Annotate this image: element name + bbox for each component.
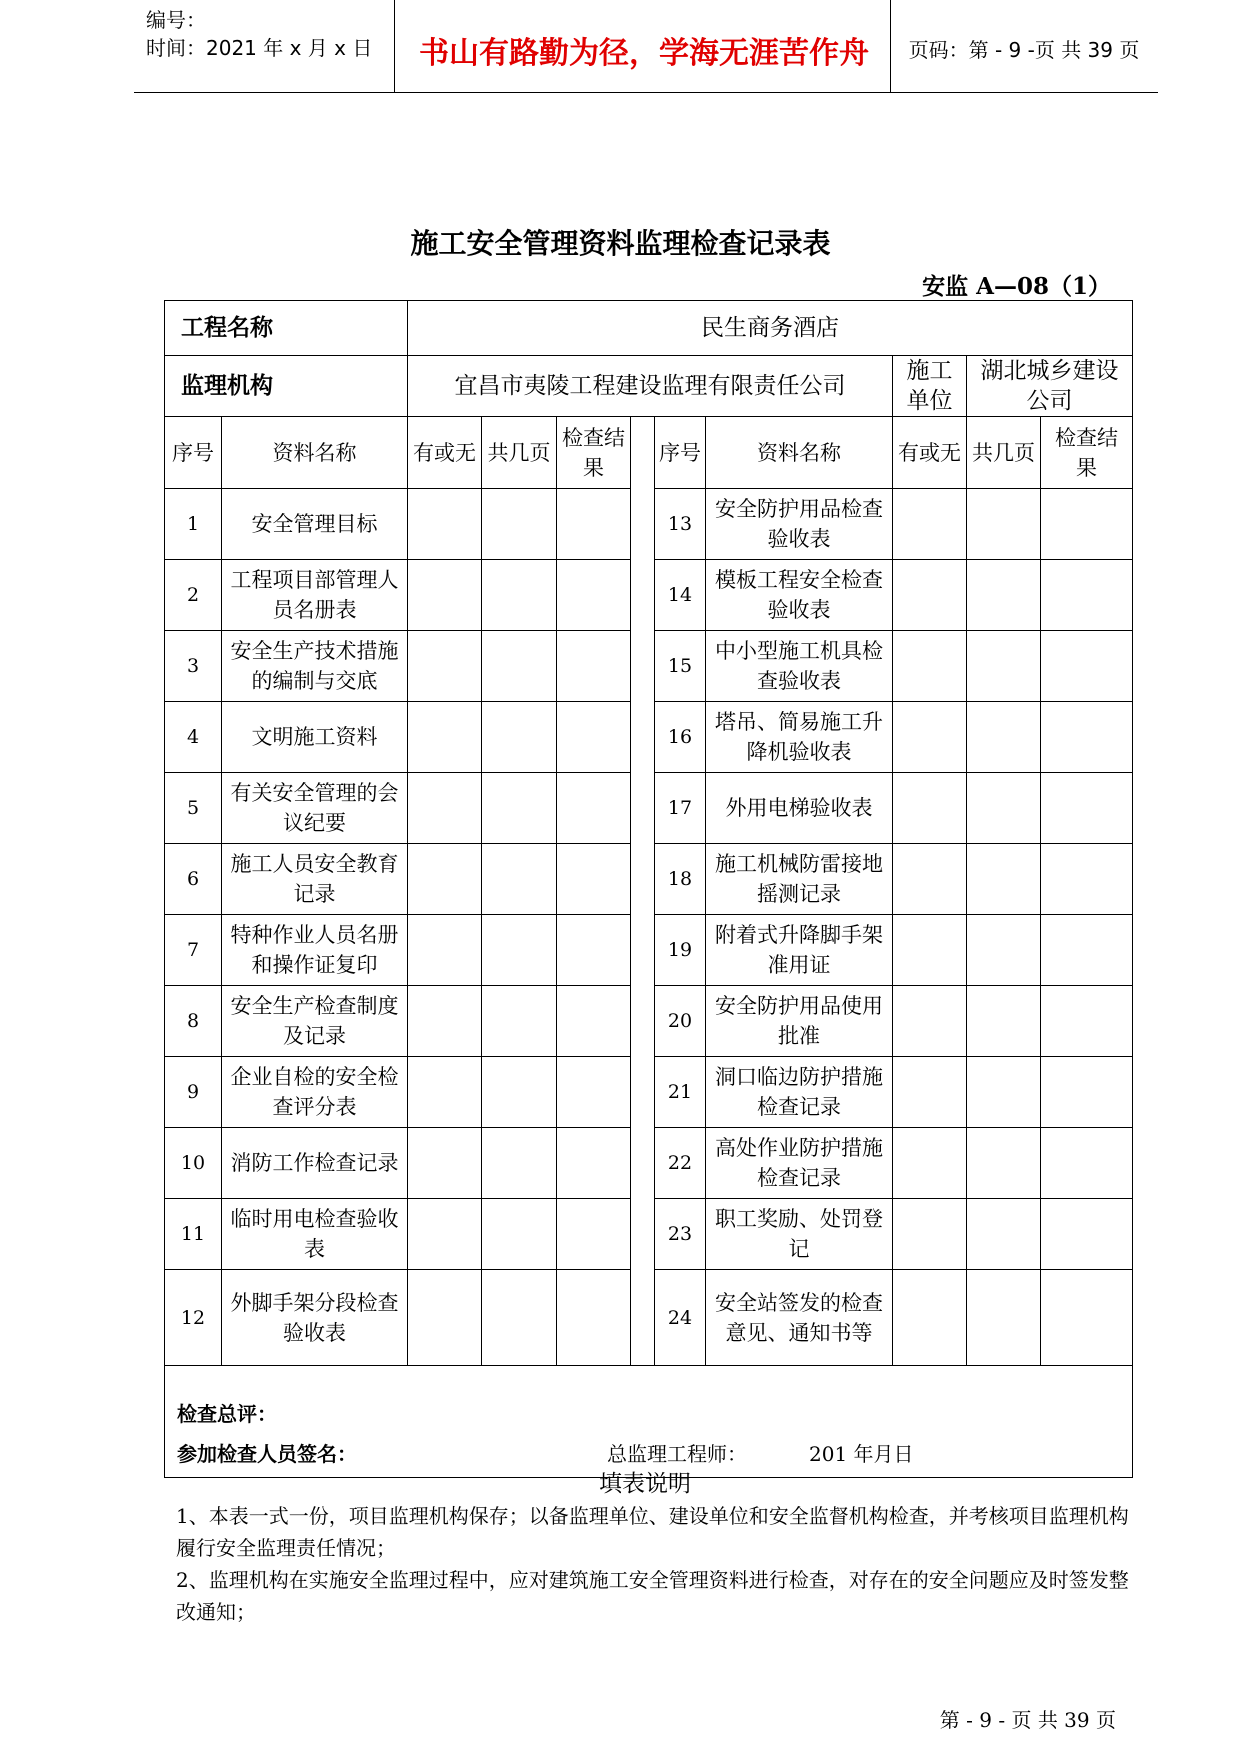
pages-cell-right[interactable] bbox=[967, 560, 1041, 631]
result-cell[interactable] bbox=[557, 773, 631, 844]
col-pages: 共几页 bbox=[482, 417, 557, 489]
result-cell[interactable] bbox=[557, 631, 631, 702]
has-cell[interactable] bbox=[408, 1057, 482, 1128]
has-cell-right[interactable] bbox=[893, 702, 967, 773]
project-row bbox=[165, 301, 1133, 356]
has-cell-right[interactable] bbox=[893, 560, 967, 631]
has-cell-right[interactable] bbox=[893, 1057, 967, 1128]
pages-cell-right[interactable] bbox=[967, 1199, 1041, 1270]
summary-row bbox=[165, 1366, 1133, 1478]
col-name: 资料名称 bbox=[222, 417, 408, 489]
row-seq: 3 bbox=[165, 631, 222, 702]
has-cell[interactable] bbox=[408, 631, 482, 702]
row-seq-right: 22 bbox=[655, 1128, 706, 1199]
row-item-name: 外脚手架分段检查验收表 bbox=[222, 1270, 408, 1366]
result-cell-right[interactable] bbox=[1041, 1128, 1133, 1199]
row-seq: 2 bbox=[165, 560, 222, 631]
has-cell[interactable] bbox=[408, 489, 482, 560]
row-item-name-right: 安全防护用品检查验收表 bbox=[706, 489, 893, 560]
org-row bbox=[165, 356, 1133, 417]
project-label: 工程名称 bbox=[165, 301, 408, 356]
pages-cell[interactable] bbox=[482, 1128, 557, 1199]
has-cell-right[interactable] bbox=[893, 844, 967, 915]
col-has: 有或无 bbox=[408, 417, 482, 489]
pages-cell-right[interactable] bbox=[967, 702, 1041, 773]
pages-cell-right[interactable] bbox=[967, 1270, 1041, 1366]
pages-cell[interactable] bbox=[482, 915, 557, 986]
row-seq-right: 18 bbox=[655, 844, 706, 915]
row-item-name-right: 高处作业防护措施检查记录 bbox=[706, 1128, 893, 1199]
row-seq-right: 15 bbox=[655, 631, 706, 702]
row-item-name-right: 中小型施工机具检查验收表 bbox=[706, 631, 893, 702]
row-item-name-right: 附着式升降脚手架准用证 bbox=[706, 915, 893, 986]
has-cell[interactable] bbox=[408, 915, 482, 986]
has-cell[interactable] bbox=[408, 773, 482, 844]
row-item-name: 工程项目部管理人员名册表 bbox=[222, 560, 408, 631]
result-cell[interactable] bbox=[557, 844, 631, 915]
pages-cell[interactable] bbox=[482, 1057, 557, 1128]
row-seq-right: 21 bbox=[655, 1057, 706, 1128]
has-cell[interactable] bbox=[408, 1128, 482, 1199]
col-seq: 序号 bbox=[165, 417, 222, 489]
note-item-2: 2、监理机构在实施安全监理过程中，应对建筑施工安全管理资料进行检查，对存在的安全问题应及时签发整改通知； bbox=[176, 1568, 1129, 1624]
result-cell-right[interactable] bbox=[1041, 1057, 1133, 1128]
row-item-name: 施工人员安全教育记录 bbox=[222, 844, 408, 915]
header-motto: 书山有路勤为径，学海无涯苦作舟 bbox=[419, 36, 869, 71]
participants-label: 参加检查人员签名： bbox=[177, 1442, 357, 1466]
pages-cell-right[interactable] bbox=[967, 631, 1041, 702]
row-item-name-right: 洞口临边防护措施检查记录 bbox=[706, 1057, 893, 1128]
result-cell-right[interactable] bbox=[1041, 560, 1133, 631]
row-item-name: 特种作业人员名册和操作证复印 bbox=[222, 915, 408, 986]
row-seq-right: 14 bbox=[655, 560, 706, 631]
result-cell-right[interactable] bbox=[1041, 631, 1133, 702]
row-item-name-right: 塔吊、简易施工升降机验收表 bbox=[706, 702, 893, 773]
row-seq-right: 20 bbox=[655, 986, 706, 1057]
summary-cell bbox=[165, 1366, 1133, 1478]
pages-cell[interactable] bbox=[482, 560, 557, 631]
pages-cell-right[interactable] bbox=[967, 986, 1041, 1057]
header-meta bbox=[146, 6, 372, 62]
page-footer: 第 - 9 - 页 共 39 页 bbox=[939, 1708, 1116, 1732]
project-value: 民生商务酒店 bbox=[408, 301, 1133, 356]
pages-cell-right[interactable] bbox=[967, 773, 1041, 844]
contractor-label: 施工单位 bbox=[893, 356, 967, 417]
pages-cell[interactable] bbox=[482, 1199, 557, 1270]
supervisor-label: 监理机构 bbox=[165, 356, 408, 417]
result-cell[interactable] bbox=[557, 1270, 631, 1366]
date-label: 201 年月日 bbox=[809, 1442, 914, 1466]
pages-cell[interactable] bbox=[482, 986, 557, 1057]
has-cell[interactable] bbox=[408, 1199, 482, 1270]
row-item-name-right: 模板工程安全检查验收表 bbox=[706, 560, 893, 631]
has-cell-right[interactable] bbox=[893, 489, 967, 560]
col-has-right: 有或无 bbox=[893, 417, 967, 489]
row-seq-right: 13 bbox=[655, 489, 706, 560]
has-cell-right[interactable] bbox=[893, 631, 967, 702]
result-cell-right[interactable] bbox=[1041, 915, 1133, 986]
row-item-name: 临时用电检查验收表 bbox=[222, 1199, 408, 1270]
column-header-row bbox=[165, 417, 1133, 489]
row-seq: 7 bbox=[165, 915, 222, 986]
row-seq: 12 bbox=[165, 1270, 222, 1366]
has-cell-right[interactable] bbox=[893, 1199, 967, 1270]
pages-cell-right[interactable] bbox=[967, 844, 1041, 915]
has-cell[interactable] bbox=[408, 560, 482, 631]
pages-cell[interactable] bbox=[482, 702, 557, 773]
row-seq: 11 bbox=[165, 1199, 222, 1270]
col-pages-right: 共几页 bbox=[967, 417, 1041, 489]
has-cell[interactable] bbox=[408, 844, 482, 915]
row-item-name: 文明施工资料 bbox=[222, 702, 408, 773]
pages-cell[interactable] bbox=[482, 1270, 557, 1366]
row-seq: 1 bbox=[165, 489, 222, 560]
row-seq-right: 23 bbox=[655, 1199, 706, 1270]
has-cell[interactable] bbox=[408, 702, 482, 773]
row-item-name-right: 外用电梯验收表 bbox=[706, 773, 893, 844]
pages-cell-right[interactable] bbox=[967, 1057, 1041, 1128]
row-item-name-right: 安全站签发的检查意见、通知书等 bbox=[706, 1270, 893, 1366]
note-item-1: 1、本表一式一份，项目监理机构保存；以备监理单位、建设单位和安全监督机构检查，并考核项目监理机构履行安全监理责任情况； bbox=[176, 1504, 1129, 1560]
row-seq-right: 19 bbox=[655, 915, 706, 986]
result-cell-right[interactable] bbox=[1041, 702, 1133, 773]
row-seq: 6 bbox=[165, 844, 222, 915]
time-label: 时间：2021 年 x 月 x 日 bbox=[146, 36, 373, 60]
result-cell-right[interactable] bbox=[1041, 489, 1133, 560]
supervisor-value: 宜昌市夷陵工程建设监理有限责任公司 bbox=[408, 356, 893, 417]
row-seq: 9 bbox=[165, 1057, 222, 1128]
row-item-name-right: 安全防护用品使用批准 bbox=[706, 986, 893, 1057]
row-seq: 4 bbox=[165, 702, 222, 773]
result-cell-right[interactable] bbox=[1041, 844, 1133, 915]
has-cell-right[interactable] bbox=[893, 1270, 967, 1366]
pages-cell-right[interactable] bbox=[967, 915, 1041, 986]
result-cell[interactable] bbox=[557, 986, 631, 1057]
row-seq: 10 bbox=[165, 1128, 222, 1199]
document-title: 施工安全管理资料监理检查记录表 bbox=[410, 227, 831, 260]
result-cell[interactable] bbox=[557, 702, 631, 773]
result-cell[interactable] bbox=[557, 1057, 631, 1128]
row-item-name: 企业自检的安全检查评分表 bbox=[222, 1057, 408, 1128]
row-item-name: 安全管理目标 bbox=[222, 489, 408, 560]
column-gap bbox=[631, 417, 655, 1366]
row-seq-right: 17 bbox=[655, 773, 706, 844]
inspection-table bbox=[164, 300, 1133, 1478]
form-code: 安监 A—08（1） bbox=[922, 273, 1111, 300]
result-cell[interactable] bbox=[557, 489, 631, 560]
col-seq-right: 序号 bbox=[655, 417, 706, 489]
result-cell-right[interactable] bbox=[1041, 986, 1133, 1057]
result-cell[interactable] bbox=[557, 1199, 631, 1270]
result-cell-right[interactable] bbox=[1041, 773, 1133, 844]
pages-cell[interactable] bbox=[482, 773, 557, 844]
has-cell-right[interactable] bbox=[893, 1128, 967, 1199]
pages-cell-right[interactable] bbox=[967, 489, 1041, 560]
pages-cell-right[interactable] bbox=[967, 1128, 1041, 1199]
row-item-name: 有关安全管理的会议纪要 bbox=[222, 773, 408, 844]
row-item-name-right: 职工奖励、处罚登记 bbox=[706, 1199, 893, 1270]
result-cell[interactable] bbox=[557, 1128, 631, 1199]
col-name-right: 资料名称 bbox=[706, 417, 893, 489]
row-seq-right: 24 bbox=[655, 1270, 706, 1366]
row-seq-right: 16 bbox=[655, 702, 706, 773]
row-seq: 5 bbox=[165, 773, 222, 844]
page-header bbox=[134, 0, 1158, 93]
header-page-number: 页码：第 - 9 -页 共 39 页 bbox=[908, 38, 1140, 62]
result-cell[interactable] bbox=[557, 560, 631, 631]
has-cell[interactable] bbox=[408, 986, 482, 1057]
has-cell-right[interactable] bbox=[893, 915, 967, 986]
pages-cell[interactable] bbox=[482, 631, 557, 702]
contractor-value: 湖北城乡建设公司 bbox=[967, 356, 1133, 417]
row-item-name: 消防工作检查记录 bbox=[222, 1128, 408, 1199]
pages-cell[interactable] bbox=[482, 844, 557, 915]
col-result-right: 检查结果 bbox=[1041, 417, 1133, 489]
row-item-name-right: 施工机械防雷接地摇测记录 bbox=[706, 844, 893, 915]
row-seq: 8 bbox=[165, 986, 222, 1057]
col-result: 检查结果 bbox=[557, 417, 631, 489]
has-cell-right[interactable] bbox=[893, 773, 967, 844]
has-cell-right[interactable] bbox=[893, 986, 967, 1057]
row-item-name: 安全生产技术措施的编制与交底 bbox=[222, 631, 408, 702]
has-cell[interactable] bbox=[408, 1270, 482, 1366]
review-label: 检查总评： bbox=[177, 1402, 277, 1426]
result-cell[interactable] bbox=[557, 915, 631, 986]
number-label: 编号： bbox=[146, 8, 206, 32]
result-cell-right[interactable] bbox=[1041, 1199, 1133, 1270]
row-item-name: 安全生产检查制度及记录 bbox=[222, 986, 408, 1057]
result-cell-right[interactable] bbox=[1041, 1270, 1133, 1366]
notes-title: 填表说明 bbox=[599, 1471, 691, 1497]
chief-engineer-label: 总监理工程师： bbox=[607, 1442, 747, 1466]
pages-cell[interactable] bbox=[482, 489, 557, 560]
